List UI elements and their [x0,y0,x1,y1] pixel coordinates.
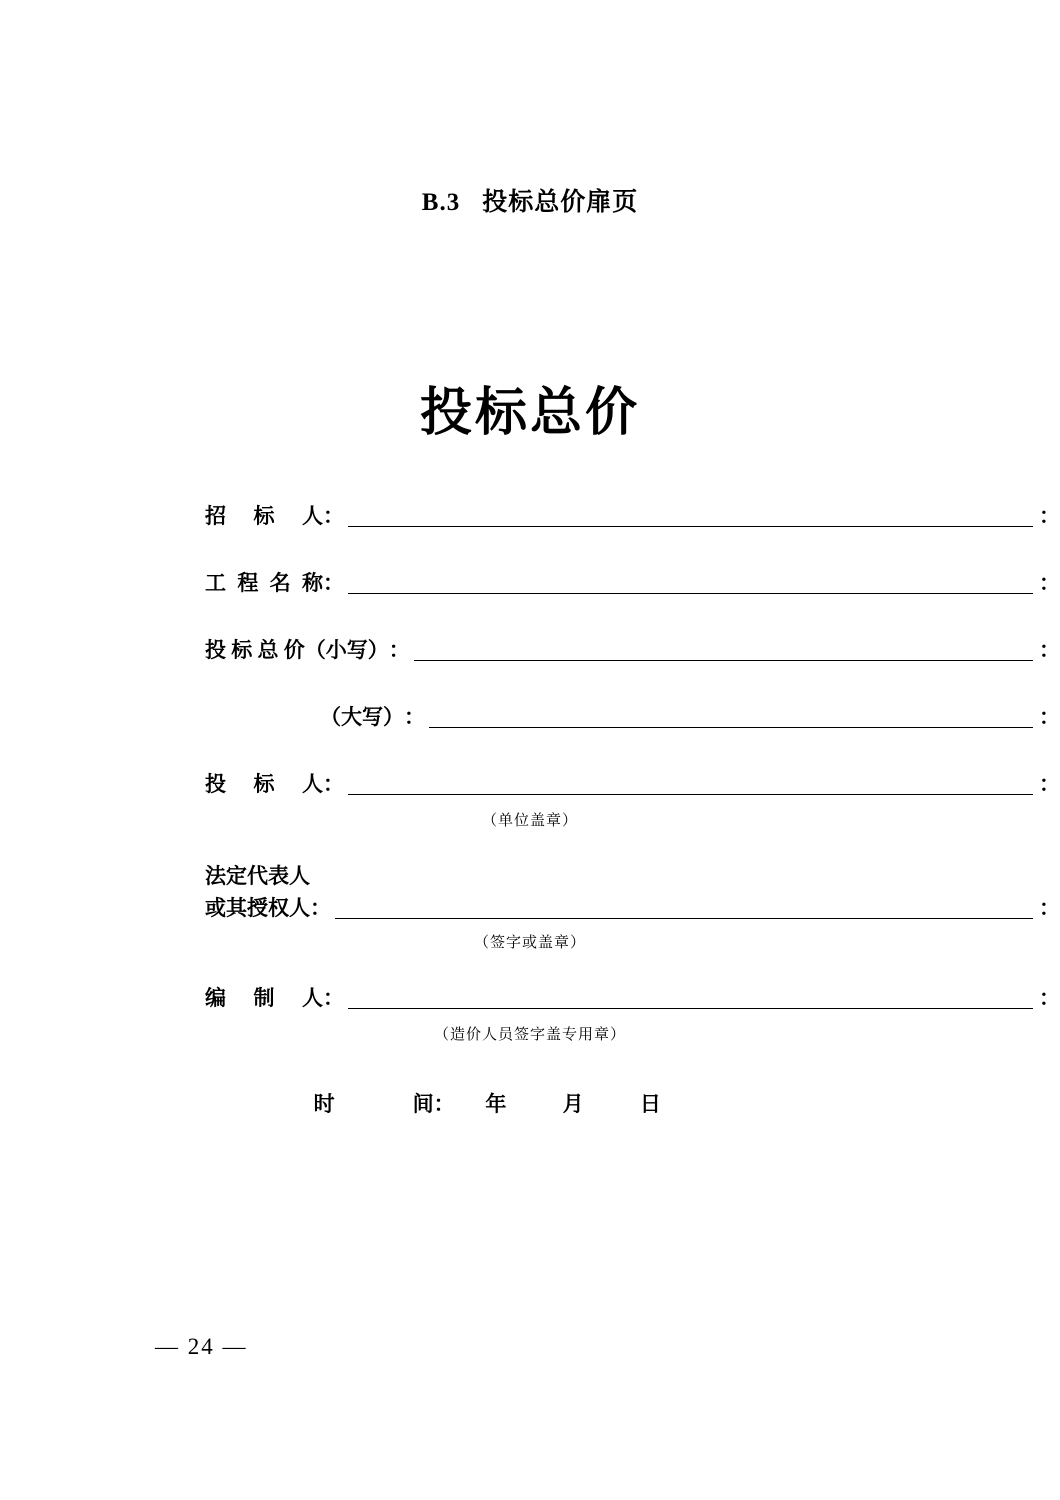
colon-compiler: ： [323,986,344,1010]
label-legal-rep-line2: 或其授权人 [205,896,310,920]
input-total-price-words[interactable] [429,701,1033,728]
colon-legal-rep: ： [310,896,331,920]
colon-total-price-numeric: ： [388,638,410,662]
label-bidder: 投 标 人 [205,772,323,796]
note-cost-engineer-seal: （造价人员签字盖专用章） [433,1027,626,1043]
spacer [0,598,1060,634]
spacer [0,952,1060,982]
tail-colon-total-price-words: ： [1039,705,1060,729]
input-compiler[interactable] [348,982,1033,1009]
colon-project-name: ： [323,571,344,595]
field-row-total-price-words [0,701,1060,732]
label-compiler: 编 制 人 [205,986,323,1010]
spacer [0,732,1060,768]
note-signature-seal: （签字或盖章） [473,935,586,951]
field-row-compiler [0,982,1060,1013]
input-legal-rep[interactable] [335,892,1033,919]
bid-total-price-form [0,500,1060,1118]
field-row-date [0,1088,1060,1118]
field-row-project-name [0,567,1060,598]
label-total-price-words: （大写） [320,705,404,729]
label-tenderee: 招 标 人 [205,504,323,528]
field-row-legal-rep [0,892,1060,923]
spacer [0,830,1060,860]
field-row-bidder [0,768,1060,799]
label-date: 时 间 [313,1092,434,1116]
tail-colon-total-price-numeric: ： [1039,638,1060,662]
colon-total-price-words: ： [404,705,425,729]
field-row-tenderee [0,500,1060,531]
input-project-name[interactable] [348,567,1033,594]
colon-tenderee: ： [323,504,344,528]
field-row-total-price-numeric [0,634,1060,665]
spacer [0,665,1060,701]
label-project-name: 工 程 名 称 [205,571,323,595]
page-title: 投标总价 [419,385,640,442]
tail-colon-legal-rep: ： [1039,896,1060,920]
tail-colon-tenderee: ： [1039,504,1060,528]
colon-bidder: ： [323,772,344,796]
date-month-unit[interactable]: 月 [562,1092,584,1116]
page-number: — 24 — [155,1334,248,1359]
input-bidder[interactable] [348,768,1033,795]
note-unit-seal: （单位盖章） [481,813,578,829]
label-total-price-numeric: 投 标 总 价（小写） [205,638,389,662]
spacer [0,531,1060,567]
tail-colon-project-name: ： [1039,571,1060,595]
section-title: 投标总价扉页 [482,189,639,216]
label-legal-rep-line1: 法定代表人 [205,864,310,888]
tail-colon-compiler: ： [1039,986,1060,1010]
input-tenderee[interactable] [348,500,1033,527]
tail-colon-bidder: ： [1039,772,1060,796]
input-total-price-numeric[interactable] [414,634,1033,661]
date-day-unit[interactable]: 日 [639,1092,661,1116]
section-number: B.3 [421,189,461,216]
colon-date: ： [433,1092,455,1116]
section-heading [0,182,1060,218]
date-year-unit[interactable]: 年 [485,1092,507,1116]
